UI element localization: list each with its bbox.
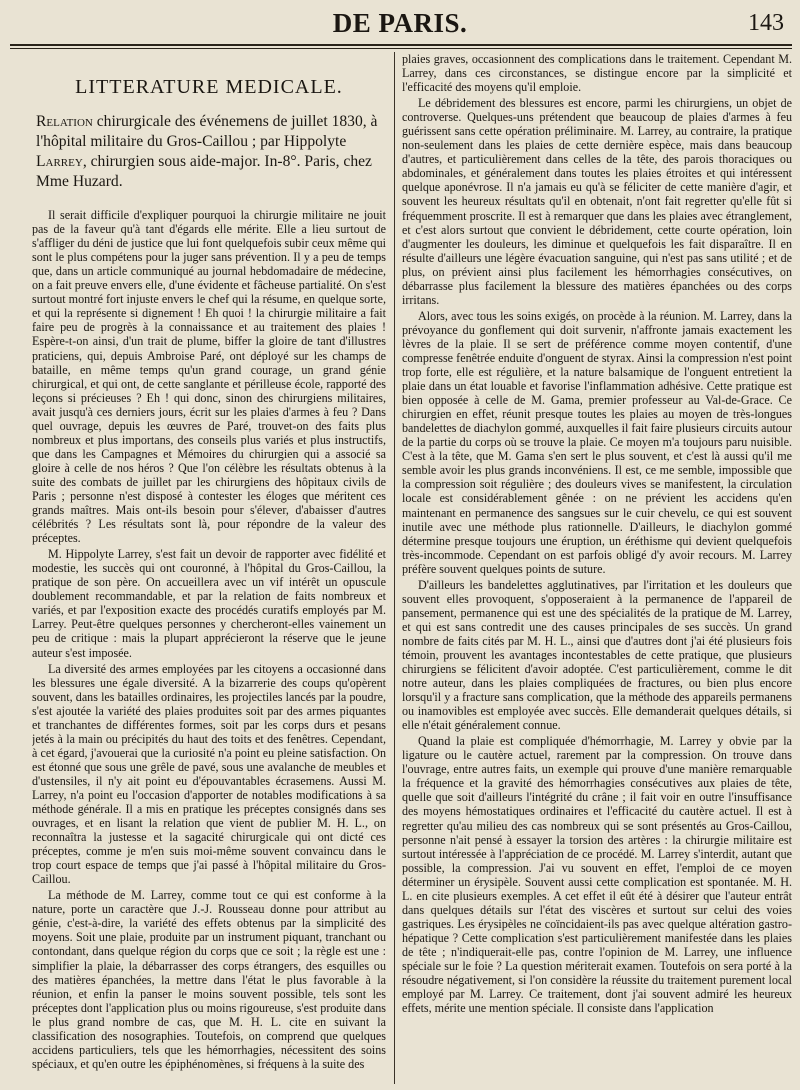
paragraph: La diversité des armes employées par les citoyens a occasionné dans les blessures une égale diversité. A la bizarrerie des coups qu'opèrent souvent, dans les batailles ordinaires, les projectiles lancés par la poudre, s'est ajoutée la variété des plaies produites soit par des armes piquantes et tranchantes de différentes formes, soit par les corps durs et pesans jetés à la main ou précipités du haut des toits et des fenêtres. Cependant, à cet égard, j'avouerai que la curiosité n'a point eu pleine satisfaction. On est étonné que sous une grêle de pavé, sous une avalanche de meubles et d'ustensiles, il n'y ait point eu d'épouvantables écrasemens. Aussi M. Larrey, n'a point eu l'occasion d'apporter de notables modifications à sa méthode générale. Il a mis en pratique les préceptes consignés dans ses ouvrages, et en lisant la relation que vient de publier M. H. L., on reconnaîtra la justesse et la sagacité chirurgicale qui ont dicté ces préceptes, comme je m'en suis moi-même souvent convaincu dans le trop court espace de temps que j'ai passé à l'hôpital militaire du Gros-Caillou. — [32, 661, 386, 887]
paragraph: Alors, avec tous les soins exigés, on procède à la réunion. M. Larrey, dans la prévoyance du gonflement qui doit survenir, n'affronte jamais exactement les lèvres de la plaie. Il se sert de préférence comme moyen contentif, d'une compresse fenêtrée enduite d'onguent de styrax. Ainsi la compression n'est point trop forte, elle est régulière, et la nature balsamique de l'onguent entretient la plaie dans un état louable et favorise l'inflammation adhésive. Cette pratique est bien opposée à celle de M. Gama, premier professeur au Val-de-Grace. Ce chirurgien en effet, réunit presque toutes les plaies au moyen de très-longues bandelettes de diachylon gommé, auxquelles il fait faire plusieurs circuits autour de la partie du corps où se trouve la plaie. Ce moyen m'a toujours paru nuisible. C'est à la tête, que M. Gama s'en sert le plus souvent, et c'est là aussi qu'il me semble avoir les plus grands inconvéniens. Il est, ce me semble, impossible que la compression soit régulière ; des douleurs vives se manifestent, la circulation locale est considérablement gênée : on ne prévient les accidens qu'en maintenant en permanence des sangsues sur le cuir chevelu, ce qui est souvent inutile avec une méthode plus rationnelle. D'ailleurs, le diachylon gommé détermine presque toujours une éruption, un éréthisme qui devient quelquefois très-incommode. Cependant on est parfois obligé d'y avoir recours. M. Larrey préfère souvent quelques points de suture. — [402, 308, 792, 576]
header-rule — [10, 44, 792, 49]
review-heading-text-2: , chirurgien sous aide-major. In-8°. Paris, chez Mme Huzard. — [36, 153, 372, 191]
review-heading — [32, 112, 386, 192]
paragraph: Le débridement des blessures est encore, parmi les chirurgiens, un objet de controverse. Quelques-uns prétendent que beaucoup de plaies d'armes à feu guérissent sans cette opération préliminaire. M. Larrey, au contraire, la pratique non-seulement dans les plaies de cette dernière espèce, mais dans beaucoup d'autres, et particulièrement dans celles de la tête, des parois thoraciques ou abdominales, et généralement dans toutes les plaies étroites et qui intéressent quelque aponévrose. Il n'a jamais eu qu'à se féliciter de cette manière d'agir, et souvent les heureux résultats qu'il en obtenait, n'ont fait regretter qu'elle fût si fréquemment proscrite. Il est à remarquer que dans les plaies avec étranglement, et c'est alors surtout que convient le débridement, cette courte opération, loin d'augmenter les douleurs, les diminue et quelquefois les fait disparaître. Il en résulte d'ailleurs une légère évacuation sanguine, qui n'est pas sans utilité ; et de plus, on prévient ainsi plus facilement les hémorrhagies consécutives, on débarrasse plus facilement la blessure des matières épanchées ou des corps irritans. — [402, 96, 792, 307]
running-head — [0, 4, 800, 44]
paragraph: plaies graves, occasionnent des complications dans le traitement. Cependant M. Larrey, dans ces circonstances, se distingue encore par la simplicité et l'efficacité des moyens qu'il emploie. — [402, 52, 792, 95]
paragraph: Il serait difficile d'expliquer pourquoi la chirurgie militaire ne jouit pas de la faveur qu'à tant d'égards elle mérite. Elle a lieu surtout de s'affliger du déni de justice que lui font quelquefois subir ceux même qui sont le plus compétens pour la juger sans prévention. Il y a peu de temps que, dans un article communiqué au journal hebdomadaire de médecine, on a fait preuve envers elle, d'une évidente et fâcheuse partialité. On s'est surtout montré fort injuste envers le chef qui la résume, en quelque sorte, et qui la représente si dignement ! Eh quoi ! la chirurgie militaire a fait faire peu de progrès à la connaissance et au traitement des plaies ! Espère-t-on ainsi, d'un trait de plume, biffer la gloire de tant d'illustres praticiens, qui, depuis Ambroise Paré, ont déployé sur les champs de bataille, en même temps qu'un grand courage, un grand génie chirurgical, et qui ont, de cette sanglante et périlleuse école, rapporté des leçons si précieuses ? Eh ! qui donc, sinon des chirurgiens militaires, avait jusqu'à ces derniers jours, écrit sur les plaies d'armes à feu ? Dans quel ouvrage, depuis les œuvres de Paré, trouvet-on des faits plus nombreux et plus importans, des conseils plus variés et plus instructifs, que dans les Campagnes et Mémoires du chirurgien qui a associé sa gloire à celle de nos héros ? Que l'on célèbre les résultats obtenus à la suite des combats de juillet par les chirurgiens des hôpitaux civils de Paris ; personne n'est disposé à contester les éloges que méritent ces grands maîtres. Mais ont-ils besoin pour s'élever, d'abaisser d'autres célébrités ? Les résultats sont là, pour répondre de la valeur des préceptes. — [32, 208, 386, 546]
column-divider — [394, 52, 395, 1084]
review-heading-text-1: chirurgicale des événemens de juillet 1830, à l'hôpital militaire du Gros-Caillou ; par Hippolyte — [36, 113, 378, 151]
review-heading-relation: Relation — [36, 113, 93, 131]
section-title: LITTERATURE MEDICALE. — [75, 76, 343, 98]
review-heading-author: Larrey — [36, 153, 83, 171]
paragraph: Quand la plaie est compliquée d'hémorrhagie, M. Larrey y obvie par la ligature ou le cautère actuel, rarement par la compression. On trouve dans l'ouvrage, entre autres faits, un exemple qui prouve d'une manière remarquable la fréquence et la gravité des hémorrhagies consécutives aux plaies de tête, quelle que soit d'ailleurs l'intégrité du crâne ; il fait voir en outre l'insuffisance des moyens hémostatiques ordinaires et l'efficacité du cautère actuel. Il est à regretter qu'au milieu des cas nombreux qui se sont présentés au Gros-Caillou, personne n'ait pensé à essayer la torsion des artères : la chirurgie militaire est surtout intéressée à l'appréciation de ce procédé. M. Larrey s'interdit, autant que possible, la compression. J'ai vu souvent en effet, l'emploi de ce moyen déterminer un érysipèle. Souvent aussi cette complication est spontanée. M. H. L. en cite plusieurs exemples. A cet effet il eût été à désirer que l'auteur entrât dans quelques détails sur l'état des viscères et surtout sur celui des voies gastriques. Les érysipèles ne coïncidaient-ils pas avec quelque altération gastro-hépatique ? Cette complication s'est particulièrement manifestée dans les plaies de tête ; n'indiquerait-elle pas, contre l'opinion de M. Larrey, une influence spéciale sur le foie ? La question mériterait examen. Toutefois on sera porté à la résoudre négativement, si l'on considère la réussite du traitement purement local employé par M. Larrey. Ce traitement, dont j'ai souvent admiré les heureux effets, mérite une mention spéciale. Il consiste dans l'application — [402, 734, 792, 1016]
left-column — [32, 52, 386, 1086]
paragraph: M. Hippolyte Larrey, s'est fait un devoir de rapporter avec fidélité et modestie, les succès qui ont couronné, à l'hôpital du Gros-Caillou, la pratique de son père. On accueillera avec un vif intérêt un opuscule doublement recommandable, et par la relation de faits nombreux et variés, et par l'exposition exacte des procédés curatifs employés par M. Larrey. Peut-être quelques personnes y chercheront-elles vainement un peu de critique : mais la plupart apprécieront la réserve que le jeune auteur s'est imposée. — [32, 547, 386, 660]
paragraph: La méthode de M. Larrey, comme tout ce qui est conforme à la nature, porte un caractère que J.-J. Rousseau donne pour attribut au génie, c'est-à-dire, la variété des effets obtenus par la simplicité des moyens. Soit une plaie, produite par un instrument piquant, tranchant ou contondant, dans quelque région du corps que ce soit ; la règle est une : simplifier la plaie, la débarrasser des corps étrangers, des esquilles ou des matières épanchées, la mettre dans l'état le plus favorable à la réunion, et enfin la panser le moins souvent possible, tels sont les préceptes dont l'application plus ou moins rigoureuse, s'est produite dans le plus grand nombre de cas, que M. H. L. cite en suivant la classification des nosographies. Toutefois, on comprend que quelques accidens particuliers, tels que les hémorrhagies, nécessitent des soins spéciaux, et qu'en outre les épiphénomènes, si fréquens à la suite des — [32, 888, 386, 1071]
paragraph: D'ailleurs les bandelettes agglutinatives, par l'irritation et les douleurs que souvent elles provoquent, s'opposeraient à la permanence de l'appareil de pansement, permanence qui est une des spécialités de la pratique de M. Larrey, et qui est sans contredit une des causes principales de ses succès. Un grand nombre de faits cités par M. H. L., ainsi que d'autres dont j'ai été plusieurs fois témoin, prouvent les avantages incontestables de cette pratique, que plusieurs chirurgiens se félicitent d'avoir adoptée. C'est particulièrement, comme le dit notre auteur, dans les plaies compliquées de fractures, ou bien plus encore lorsqu'il y a fracture sans complication, que la méthode des appareils permanens ou inamovibles est employée avec succès. Elle demanderait quelques détails, si elle n'était généralement connue. — [402, 577, 792, 733]
right-column — [402, 52, 792, 1086]
page-number: 143 — [748, 10, 784, 36]
header-title: DE PARIS. — [332, 8, 468, 38]
